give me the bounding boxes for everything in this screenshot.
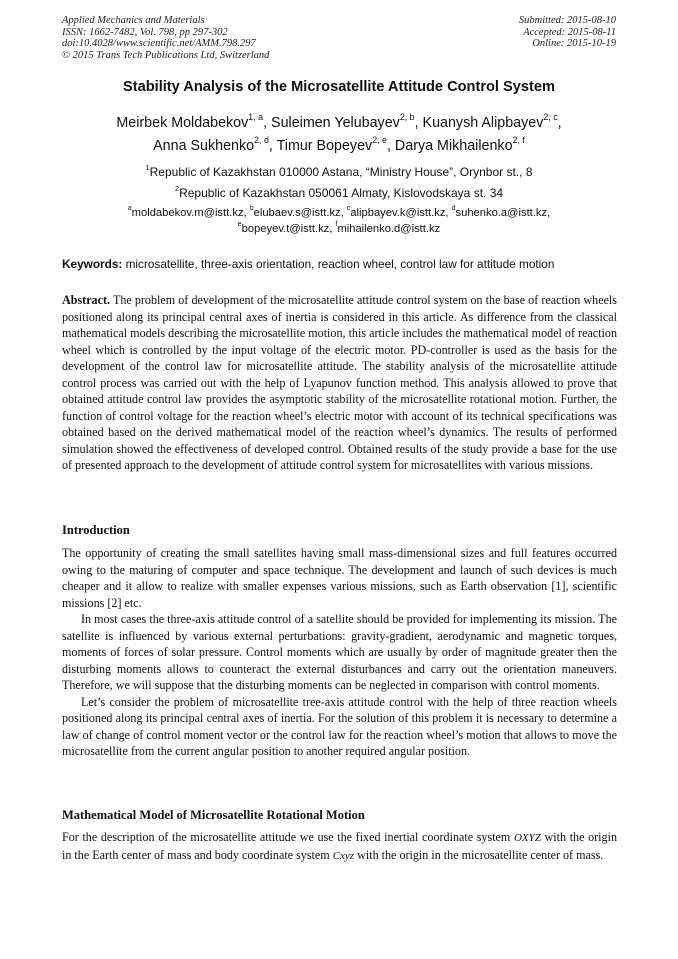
email-sup: a	[127, 205, 132, 213]
author-name: Suleimen Yelubayev	[271, 115, 400, 131]
keywords-text: microsatellite, three-axis orientation, reaction wheel, control law for attitude motion	[125, 257, 555, 271]
affiliation-sup: 2	[174, 183, 180, 193]
introduction-heading: Introduction	[62, 523, 130, 537]
author-list: Meirbek Moldabekov$^{1, a}$, Suleimen Yelubayev$^{2, b}$, Kuanysh Alipbayev$^{2, c}$, Anna Sukhenko$^{2, d}$, Timur Bopeyev$^{2, e}$, Darya Mikhailenko$^{2, f}$	[116, 111, 562, 154]
model-section-heading: Mathematical Model of Microsatellite Rotational Motion	[62, 808, 365, 822]
paper-title: Stability Analysis of the Microsatellite Attitude Control System	[123, 79, 555, 95]
paragraph: The opportunity of creating the small satellites having small mass-dimensional sizes and full features occurred owing to the maturing of computer and space technique. The development and launch of such devices is much cheaper and it allow to realize with smaller expenses various missions, such as Earth observation [1], scientific missions [2] etc.	[62, 546, 617, 610]
affiliation-text: Republic of Kazakhstan 050061 Almaty, Kislovodskaya st. 34	[179, 186, 504, 200]
email-link[interactable]: alipbayev.k@istt.kz	[350, 207, 446, 219]
author-sup: 2, f	[512, 134, 525, 145]
email-link[interactable]: suhenko.a@istt.kz	[455, 207, 548, 219]
author-name: Darya Mikhailenko	[394, 138, 513, 154]
email-item: $^b$elubaev.s@istt.kz,	[249, 205, 344, 219]
model-text-3: with the origin in the microsatellite center of mass.	[357, 847, 604, 862]
affiliation-sup: 1	[145, 162, 150, 172]
author-sup: 2, e	[372, 134, 387, 145]
email-link[interactable]: mihailenko.d@istt.kz	[337, 223, 441, 235]
author-sup: 1, a	[248, 111, 264, 122]
email-sup: e	[237, 221, 242, 229]
model-text-1: For the description of the microsatellite attitude we use the fixed inertial coordinate system	[62, 830, 511, 844]
abstract	[62, 292, 617, 474]
online-date: Online: 2015-10-19	[532, 38, 616, 50]
email-item: $^d$suhenko.a@istt.kz,	[451, 205, 551, 219]
email-item: $^c$alipbayev.k@istt.kz,	[346, 205, 449, 219]
model-text-2: with the origin in the Earth center of mass and body coordinate system	[62, 830, 617, 862]
keywords-line	[62, 257, 622, 271]
email-sup: f	[335, 221, 338, 229]
author-emails	[60, 205, 618, 237]
email-item	[336, 223, 441, 235]
accepted-date: Accepted: 2015-08-11	[523, 26, 616, 38]
affiliation-text: Republic of Kazakhstan 010000 Astana, “Ministry House”, Orynbor st., 8	[149, 165, 533, 179]
publication-dates	[519, 15, 616, 50]
email-sup: b	[249, 205, 254, 213]
body-frame-symbol: Cxyz	[332, 849, 355, 862]
journal-copyright: © 2015 Trans Tech Publications Ltd, Switzerland	[62, 49, 270, 61]
paragraph: In most cases the three-axis attitude control of a satellite should be provided for implementing its mission. The satellite is influenced by various external perturbations: gravity-gradient, aerodynamic and magnetic torques, moments of forces of solar pressure. Control moments which are usually by order of magnitude greater then the disturbing moments allows to counteract the external disturbances and carry out the orientation maneuvers. Therefore, we will suppose that the disturbing moments can be neglected in comparison with control moments.	[62, 612, 617, 692]
email-sup: c	[346, 205, 351, 213]
affiliation-1	[0, 162, 678, 179]
email-link[interactable]: bopeyev.t@istt.kz	[241, 223, 330, 235]
keywords-label: Keywords:	[62, 257, 123, 271]
paragraph	[62, 829, 617, 864]
journal-doi: doi:10.4028/www.scientific.net/AMM.798.297	[62, 38, 256, 50]
author-name: Kuanysh Alipbayev	[422, 115, 544, 131]
journal-name: Applied Mechanics and Materials	[62, 15, 205, 26]
introduction-body	[62, 545, 617, 760]
abstract-label: Abstract.	[62, 293, 111, 307]
inertial-frame-symbol: OXYZ	[513, 832, 541, 844]
author-sup: 2, d	[254, 134, 269, 145]
email-link[interactable]: moldabekov.m@istt.kz	[131, 207, 244, 219]
journal-info	[62, 15, 269, 61]
author-sup: 2, b	[399, 111, 415, 122]
email-item: $^a$moldabekov.m@istt.kz,	[127, 205, 247, 219]
affiliation-2	[0, 183, 678, 200]
email-item: $^e$bopeyev.t@istt.kz,	[237, 221, 333, 235]
journal-issn: ISSN: 1662-7482, Vol. 798, pp 297-302	[62, 26, 228, 38]
author-name: Anna Sukhenko	[153, 138, 255, 154]
author-name: Meirbek Moldabekov	[116, 115, 249, 131]
author-sup: 2, c	[543, 111, 558, 122]
author-name: Timur Bopeyev	[276, 138, 373, 154]
paragraph: Let’s consider the problem of microsatellite tree-axis attitude control with the help of three reaction wheels positioned along its principal central axes of inertia. For the solution of this problem it is necessary to determine a law of change of control moment vector or the control law for the reaction wheel’s motion that allows to move the microsatellite from the current angular position to another required angular position.	[62, 694, 617, 758]
email-link[interactable]: elubaev.s@istt.kz	[253, 207, 341, 219]
submitted-date: Submitted: 2015-08-10	[518, 15, 616, 26]
abstract-text: The problem of development of the microsatellite attitude control system on the base of reaction wheels positioned along its principal central axes of inertia is considered in this article. As difference from the classical mathematical models describing the microsatellite motion, this article includes the mathematical model of reaction wheel which is controlled by the input voltage of the electric motor. PD-controller is used as the basis for the development of the control law for microsatellite attitude. The stability analysis of the microsatellite attitude control process was carried out with the help of Lyapunov function method. This analysis allowed to prove that obtained attitude control law provides the asymptotic stability of the microsatellite rotational motion. Further, the function of control voltage for the reaction wheel’s electric motor with account of its technical specifications was obtained based on the derived mathematical model of the reaction wheel’s dynamics. The results of performed simulation showed the effectiveness of developed control. Obtained results of the study provide a base for the use of presented approach to the development of attitude control system for microsatellites with various missions.	[62, 293, 617, 472]
model-section-body	[62, 829, 617, 864]
email-sup: d	[451, 205, 456, 213]
